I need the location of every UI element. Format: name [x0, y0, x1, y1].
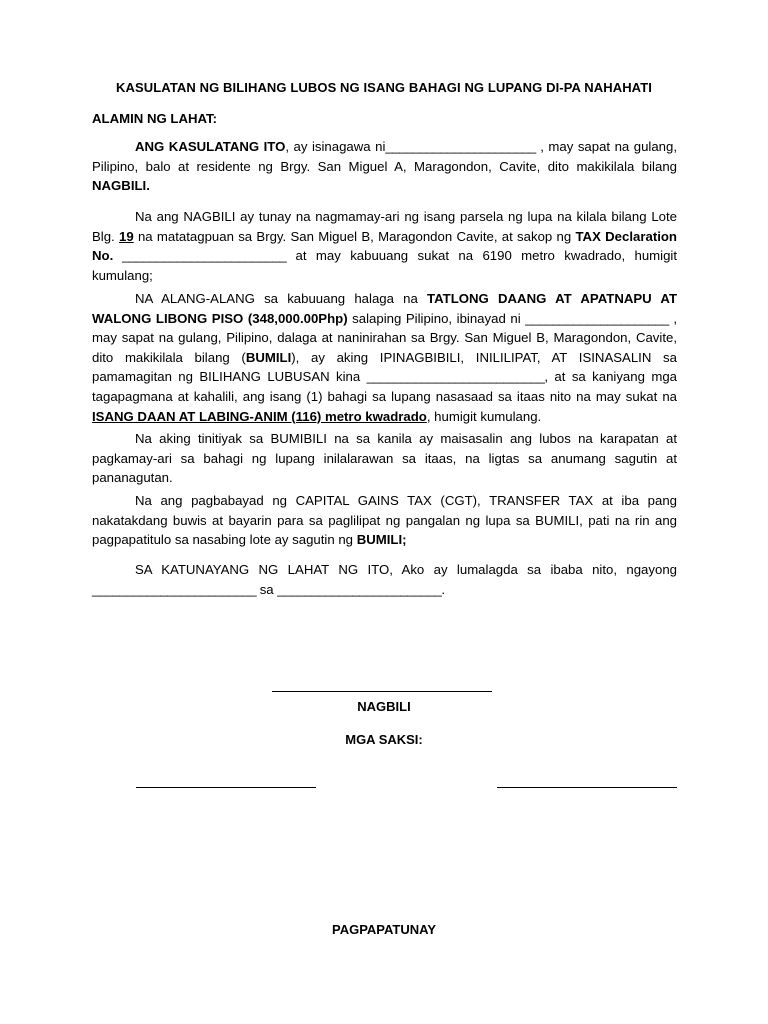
- blank-buyer-name: _____________________: [525, 310, 669, 326]
- document-title: KASULATAN NG BILIHANG LUBOS NG ISANG BAHAGI NG LUPANG DI-PA NAHAHATI: [116, 80, 652, 95]
- paragraph-consideration: NA ALANG-ALANG sa kabuuang halaga na TATLONG DAANG AT APATNAPU AT WALONG LIBONG PISO (348,000.00Php) salaping Pilipino, ibinayad ni _____________________ , may sapat na gulang, Pilipino, dalaga at naninirahan sa Brgy. San Miguel B, Maragondon, Cavite, dito makikilala bilang (BUMILI), ay aking IPINAGBIBILI, INILILIPAT, AT ISINASALIN sa pamamagitan ng BILIHANG LUBUSAN kina __________________________, at sa kaniyang mga tagapagmana at kahalili, ang isang (1) bahagi sa lupang nasasaad sa itaas nito na may sukat na ISANG DAAN AT LABING-ANIM (116) metro kwadrado, humigit kumulang.: [92, 291, 677, 424]
- lot-number: 19: [119, 228, 134, 244]
- blank-tax-declaration: ________________________: [113, 248, 287, 264]
- blank-buyer-names: __________________________: [366, 369, 545, 385]
- nagbili-label: NAGBILI: [357, 699, 411, 714]
- bumili-term: BUMILI: [245, 349, 292, 365]
- paragraph-warranty: Na aking tinitiyak sa BUMIBILI na sa kanila ay maisasalin ang lubos na karapatan at pagkamay-ari sa bahagi ng lupang inilalarawan sa itaas, na ligtas sa anumang sagutin at pananagutan.: [92, 431, 677, 486]
- amount-in-words: TATLONG DAANG AT APATNAPU AT WALONG LIBONG PISO (348,000.00Php): [92, 291, 677, 326]
- blank-seller-name: ______________________: [385, 139, 536, 154]
- paragraph-seller: ANG KASULATANG ITO, ay isinagawa ni______________________ , may sapat na gulang, Pilipino, balo at residente ng Brgy. San Miguel A, Maragondon, Cavite, dito makikilala bilang NAGBILI.: [92, 139, 678, 194]
- tax-declaration-label: TAX Declaration No.: [92, 228, 677, 264]
- paragraph-ownership: Na ang NAGBILI ay tunay na nagmamay-ari ng isang parsela ng lupa na kilala bilang Lote Blg. 19 na matatagpuan sa Brgy. San Miguel B, Maragondon Cavite, at sakop ng TAX Declaration No. ________________________ at may kabuuang sukat na 6190 metro kwadrado, humigit kumulang;: [92, 209, 677, 283]
- blank-place: ________________________: [277, 581, 442, 597]
- witnesses-label: MGA SAKSI:: [345, 732, 423, 747]
- witness-signature-line-left: [136, 787, 316, 788]
- blank-date: ________________________: [92, 581, 257, 597]
- paragraph-lead: ANG KASULATANG ITO: [135, 139, 286, 154]
- paragraph-attestation: SA KATUNAYANG NG LAHAT NG ITO, Ako ay lumalagda sa ibaba nito, ngayong ________________________ sa ________________________.: [92, 562, 677, 597]
- seller-signature-line: [272, 691, 492, 692]
- witness-signature-line-right: [497, 787, 677, 788]
- document-heading: ALAMIN NG LAHAT:: [92, 111, 218, 126]
- land-area: ISANG DAAN AT LABING-ANIM (116) metro kwadrado: [92, 408, 427, 424]
- nagbili-term: NAGBILI.: [92, 178, 150, 194]
- acknowledgment-heading: PAGPAPATUNAY: [331, 922, 436, 937]
- bumili-term-end: BUMILI;: [356, 532, 407, 548]
- paragraph-taxes: Na ang pagbabayad ng CAPITAL GAINS TAX (CGT), TRANSFER TAX at iba pang nakatakdang buwis at bayarin para sa paglilipat ng pangalan ng lupa sa BUMILI, pati na rin ang pagpapatitulo sa nasabing lote ay sagutin ng BUMILI;: [92, 493, 677, 548]
